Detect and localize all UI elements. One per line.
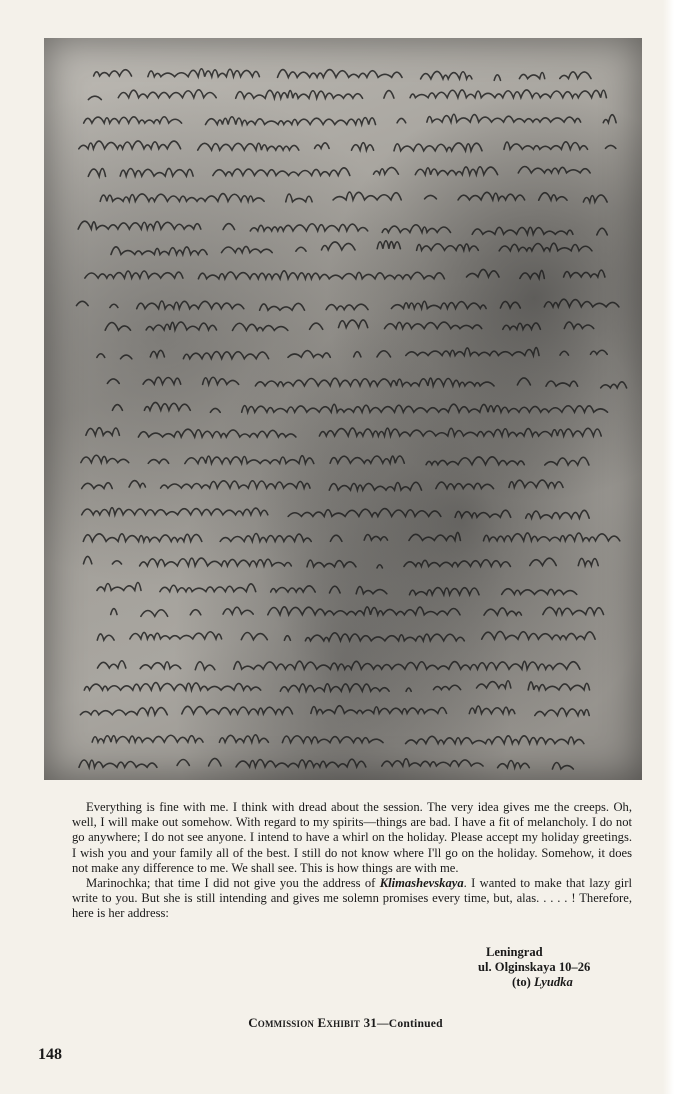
handwriting-line xyxy=(97,631,595,640)
handwriting-line xyxy=(112,402,607,412)
handwriting-line xyxy=(79,141,616,151)
handwriting-line xyxy=(100,192,607,202)
page-edge xyxy=(663,0,691,1094)
translation-text xyxy=(72,800,632,922)
handwriting-line xyxy=(82,508,589,518)
address-recipient xyxy=(478,975,590,990)
paragraph-2-start: Marinochka; that time I did not give you the address of xyxy=(86,876,380,891)
handwriting-line xyxy=(86,428,619,437)
handwriting-line xyxy=(98,661,601,670)
address-street: ul. Olginskaya 10–26 xyxy=(478,960,591,975)
handwriting-line xyxy=(78,221,607,235)
handwriting-line xyxy=(80,706,589,716)
handwriting-line xyxy=(97,348,607,359)
exhibit-caption xyxy=(0,1015,691,1031)
handwriting-line xyxy=(85,269,605,278)
address-to-name: Lyudka xyxy=(534,975,573,990)
paragraph-2-end: . I wanted to make that lazy girl write to you. But she is still intending and gives me solemn promises every time, but, alas. . . . . ! Therefore, here is her address: xyxy=(72,876,632,921)
handwriting-line xyxy=(77,299,637,310)
address-to-prefix: (to) xyxy=(512,975,535,990)
letter-photo xyxy=(44,38,642,780)
handwriting-line xyxy=(88,90,606,100)
handwriting-line xyxy=(92,735,584,744)
translation-paragraph-1: Everything is fine with me. I think with dread about the session. The very idea gives me the creeps. Oh, well, I will make out somehow. With regard to my spirits—things are bad. I have a fit of melancholy. I do not go anywhere; I do not see anyone. I intend to have a whirl on the holiday. Please accept my holiday greetings. I wish you and your family all of the best. I still do not know where I'll go on the holiday. Somehow, it does not make any difference to me. We shall see. This is how things are with me. xyxy=(72,800,632,875)
handwriting-line xyxy=(107,377,626,388)
address-block xyxy=(478,945,590,991)
exhibit-title: Commission Exhibit 31 xyxy=(248,1015,377,1030)
handwriting-line xyxy=(97,583,597,595)
handwriting-line xyxy=(79,758,573,769)
translation-paragraph-2 xyxy=(72,876,632,922)
address-city: Leningrad xyxy=(486,945,543,959)
page-number: 148 xyxy=(38,1046,62,1063)
handwriting-icon xyxy=(44,38,642,780)
handwriting-line xyxy=(105,320,594,330)
handwriting-line xyxy=(83,532,620,541)
handwriting-line xyxy=(82,480,584,490)
handwriting-line xyxy=(81,455,589,465)
klimashevskaya-name: Klimashevskaya xyxy=(379,876,464,891)
handwriting-line xyxy=(84,556,599,567)
handwriting-line xyxy=(84,114,633,124)
handwriting-line xyxy=(94,69,591,81)
handwriting-line xyxy=(88,166,590,176)
exhibit-suffix: —Continued xyxy=(376,1017,443,1030)
handwriting-line xyxy=(111,241,610,255)
handwriting-line xyxy=(111,607,604,617)
handwriting-line xyxy=(84,681,605,692)
